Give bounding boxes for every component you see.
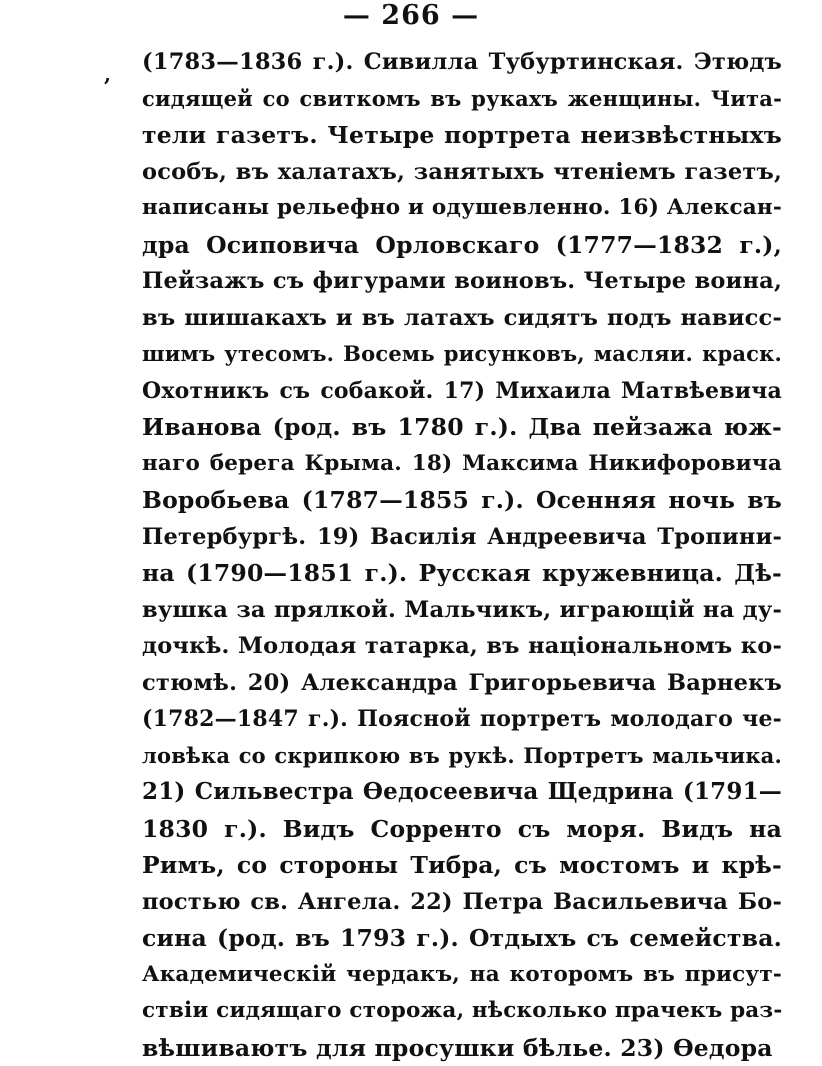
text-line: Иванова (род. въ 1780 г.). Два пейзажа юж- bbox=[142, 409, 782, 446]
text-line: Охотникъ съ собакой. 17) Михаила Матвѣевича bbox=[142, 373, 782, 410]
text-line: ловѣка со скрипкою въ рукѣ. Портретъ мальчика. bbox=[142, 738, 782, 775]
text-line: 21) Сильвестра Ѳедосеевича Щедрина (1791— bbox=[142, 774, 782, 811]
body-text bbox=[142, 44, 782, 1066]
text-line: Римъ, со стороны Тибра, съ мостомъ и крѣ- bbox=[142, 847, 782, 884]
text-line: постью св. Ангела. 22) Петра Васильевича Бо- bbox=[142, 884, 782, 921]
text-line: дра Осиповича Орловскаго (1777—1832 г.), bbox=[142, 227, 782, 264]
text-line: наго берега Крыма. 18) Максима Никифоровича bbox=[142, 446, 782, 483]
stray-ink-mark: , bbox=[104, 64, 111, 84]
text-line: Воробьева (1787—1855 г.). Осенняя ночь въ bbox=[142, 482, 782, 519]
page-number: — 266 — bbox=[0, 0, 822, 32]
text-line: ствіи сидящаго сторожа, нѣсколько прачекъ раз- bbox=[142, 993, 782, 1030]
text-line: Петербургѣ. 19) Василія Андреевича Тропини- bbox=[142, 519, 782, 556]
text-line: 1830 г.). Видъ Сорренто съ моря. Видъ на bbox=[142, 811, 782, 848]
text-line: вѣшиваютъ для просушки бѣлье. 23) Ѳедора bbox=[142, 1030, 782, 1066]
text-line: Академическій чердакъ, на которомъ въ присут- bbox=[142, 957, 782, 994]
text-line: въ шишакахъ и въ латахъ сидятъ подъ нависс- bbox=[142, 300, 782, 337]
text-line: сидящей со свиткомъ въ рукахъ женщины. Чита- bbox=[142, 81, 782, 118]
text-line: Пейзажъ съ фигурами воиновъ. Четыре воина, bbox=[142, 263, 782, 300]
text-line: особъ, въ халатахъ, занятыхъ чтеніемъ газетъ, bbox=[142, 154, 782, 191]
text-line: сина (род. въ 1793 г.). Отдыхъ съ семейства. bbox=[142, 920, 782, 957]
text-line: вушка за прялкой. Мальчикъ, играющій на ду- bbox=[142, 592, 782, 629]
text-line: (1782—1847 г.). Поясной портретъ молодаго че- bbox=[142, 701, 782, 738]
text-line: на (1790—1851 г.). Русская кружевница. Дѣ- bbox=[142, 555, 782, 592]
text-line: шимъ утесомъ. Восемь рисунковъ, масляи. краск. bbox=[142, 336, 782, 373]
text-line: тели газетъ. Четыре портрета неизвѣстныхъ bbox=[142, 117, 782, 154]
text-line: стюмѣ. 20) Александра Григорьевича Варнекъ bbox=[142, 665, 782, 702]
text-line: дочкѣ. Молодая татарка, въ національномъ ко- bbox=[142, 628, 782, 665]
text-line: написаны рельефно и одушевленно. 16) Алексан- bbox=[142, 190, 782, 227]
text-line: (1783—1836 г.). Сивилла Тубуртинская. Этюдъ bbox=[142, 44, 782, 81]
